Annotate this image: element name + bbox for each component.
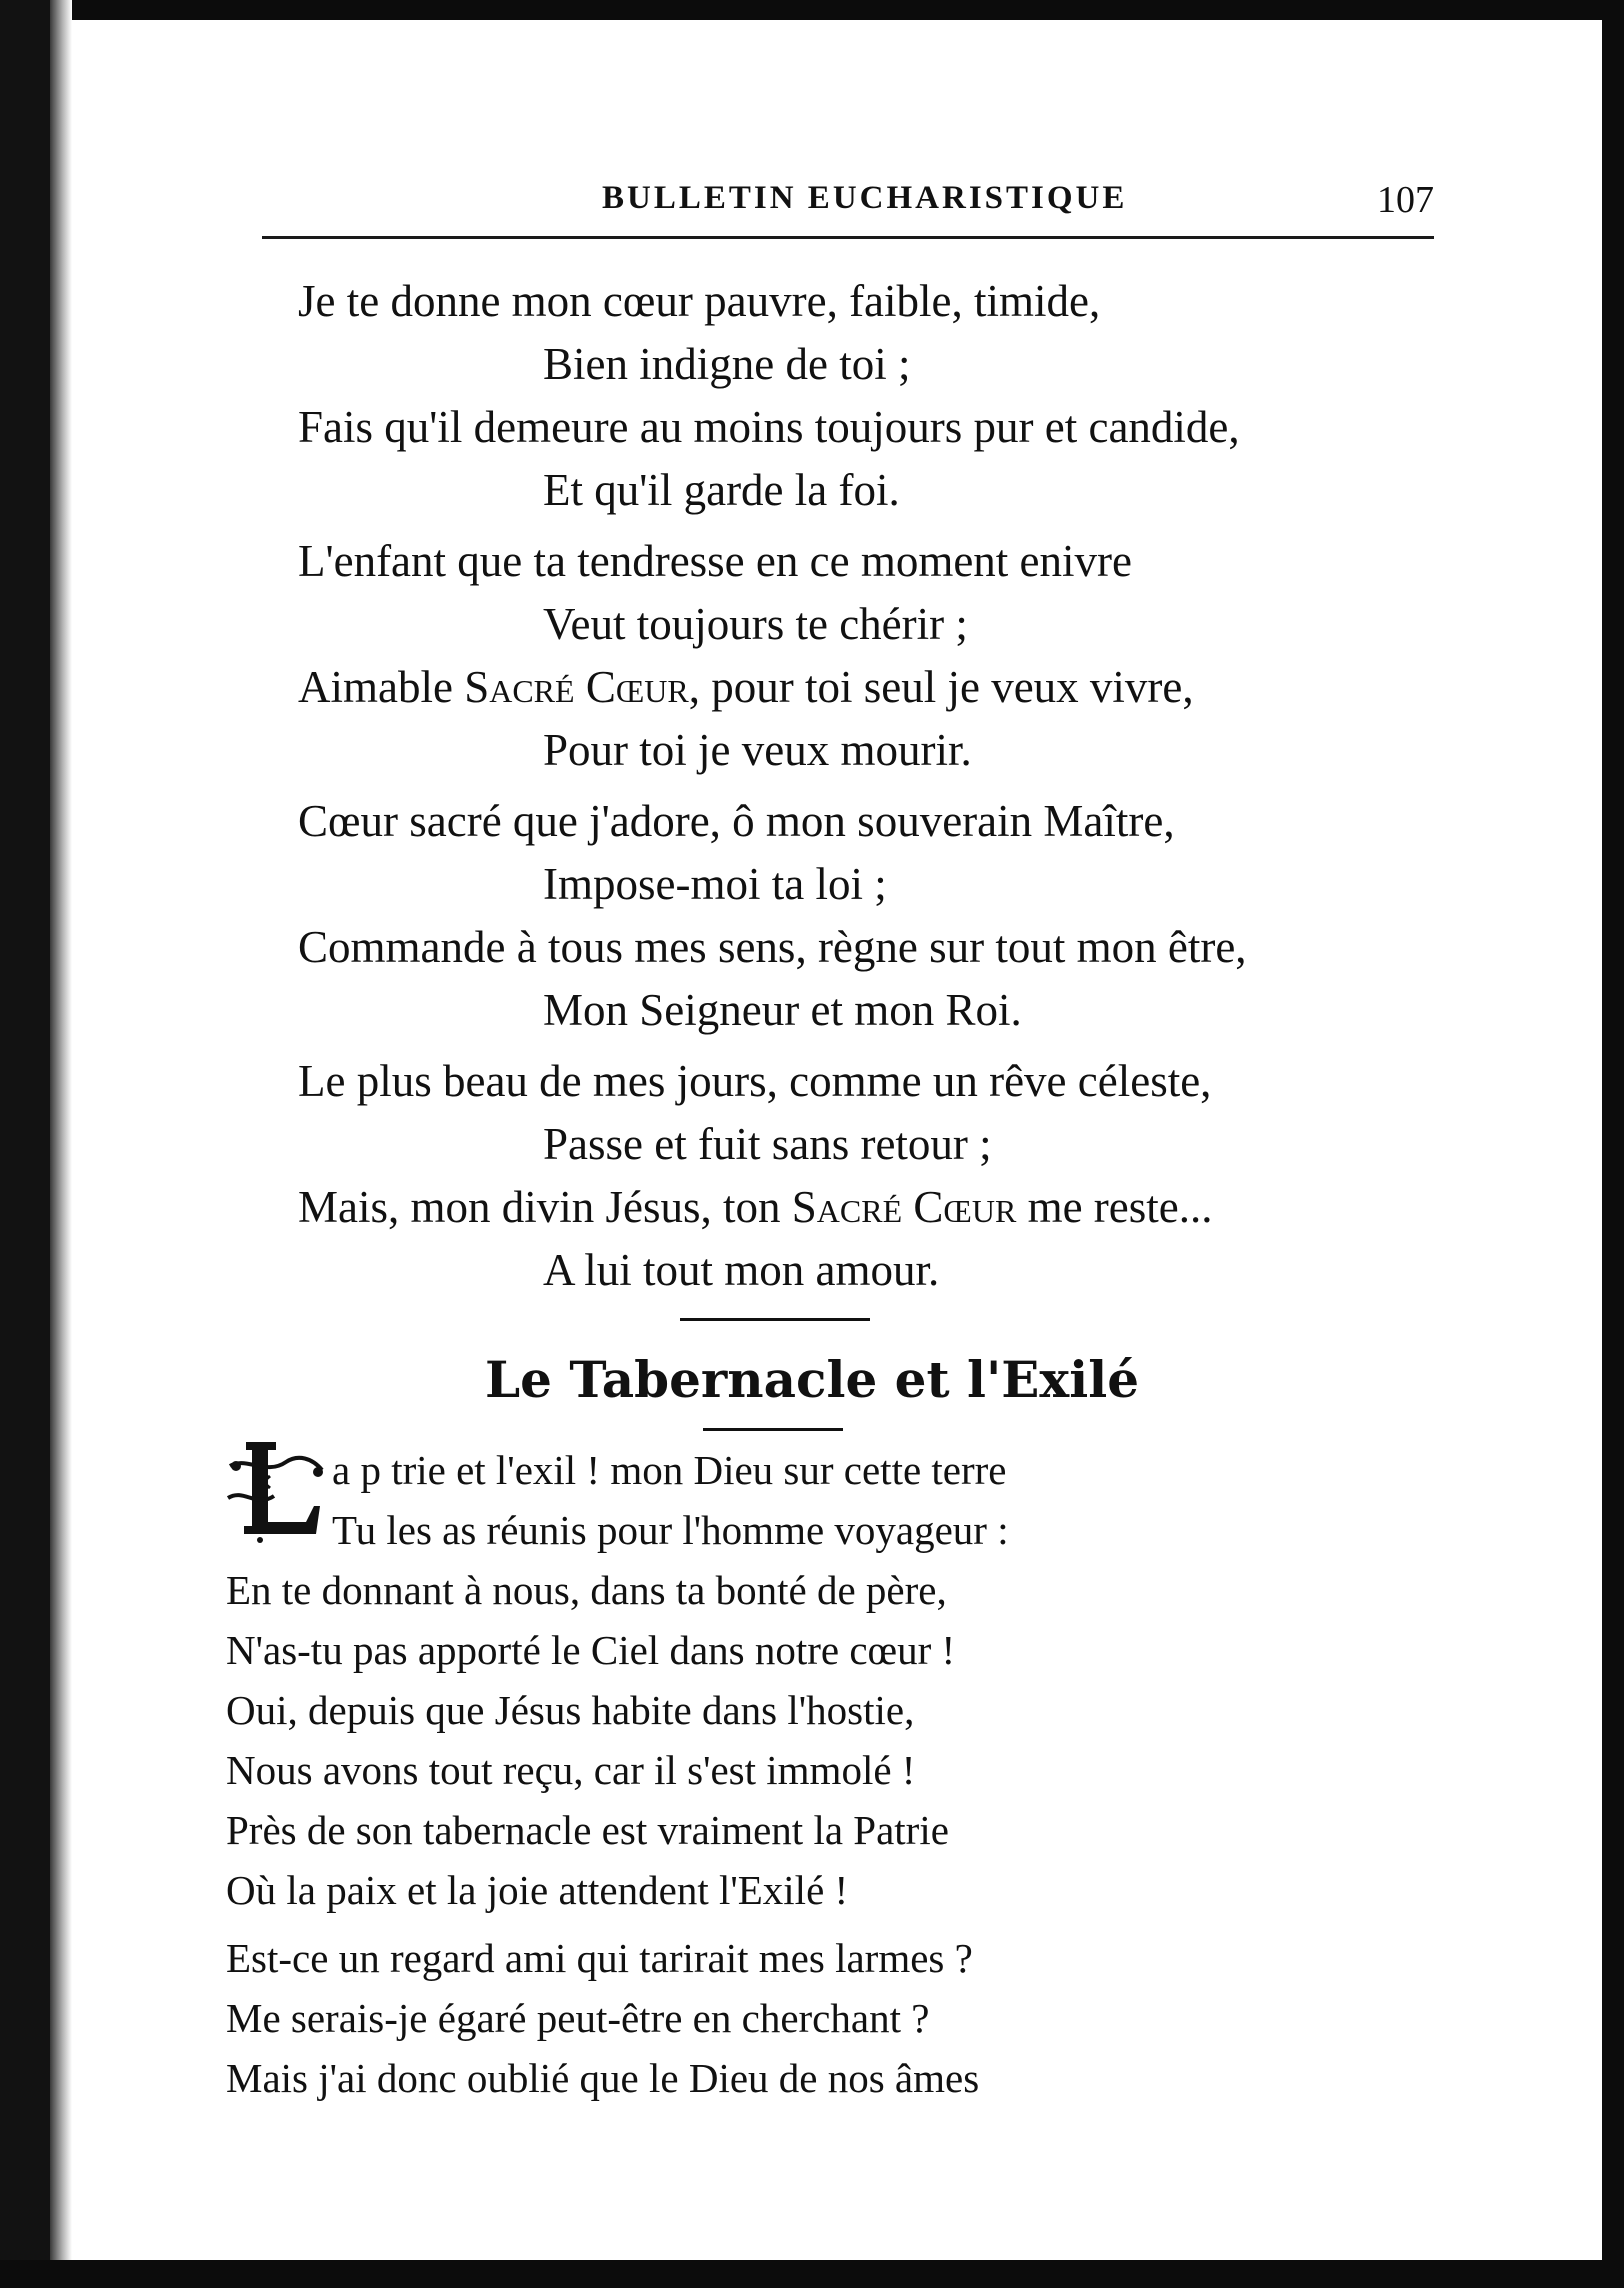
stanza-gap: [298, 522, 1438, 530]
verse-line: Fais qu'il demeure au moins toujours pur et candide,: [298, 402, 1240, 452]
verse-line: Tu les as réunis pour l'homme voyageur :: [332, 1507, 1009, 1553]
scan-edge-bottom: [0, 2260, 1624, 2288]
page-header: [262, 176, 1434, 236]
verse-line: a p trie et l'exil ! mon Dieu sur cette terre: [332, 1447, 1007, 1493]
verse-line: [298, 656, 1438, 719]
verse-line: Près de son tabernacle est vraiment la Patrie: [226, 1807, 949, 1853]
verse-line: Commande à tous mes sens, règne sur tout mon être,: [298, 922, 1247, 972]
verse-line: [298, 1176, 1438, 1239]
verse-line: Et qu'il garde la foi.: [543, 465, 900, 515]
verse-line: N'as-tu pas apporté le Ciel dans notre cœur !: [226, 1627, 956, 1673]
page-number: 107: [1377, 179, 1434, 221]
verse-text: Aimable: [298, 662, 465, 712]
scan-edge-right: [1602, 0, 1624, 2288]
section-divider-bottom: [703, 1428, 843, 1431]
stanza-gap: [226, 1920, 1426, 1928]
section-divider-top: [680, 1318, 870, 1321]
verse-line: En te donnant à nous, dans ta bonté de père,: [226, 1567, 947, 1613]
verse-line: Veut toujours te chérir ;: [543, 599, 968, 649]
section-title: Le Tabernacle et l'Exilé: [484, 1350, 1140, 1409]
verse-line: Impose-moi ta loi ;: [543, 859, 887, 909]
verse-line: Mais j'ai donc oublié que le Dieu de nos âmes: [226, 2055, 980, 2101]
verse-line: Est-ce un regard ami qui tarirait mes larmes ?: [226, 1935, 973, 1981]
header-rule: [262, 236, 1434, 239]
verse-line: Le plus beau de mes jours, comme un rêve céleste,: [298, 1056, 1212, 1106]
small-caps-text: Sacré Cœur: [464, 662, 689, 712]
verse-text: , pour toi seul je veux vivre,: [688, 662, 1194, 712]
verse-line: Nous avons tout reçu, car il s'est immolé !: [226, 1747, 916, 1793]
verse-line: Mon Seigneur et mon Roi.: [543, 985, 1022, 1035]
verse-line: Oui, depuis que Jésus habite dans l'hostie,: [226, 1687, 915, 1733]
scan-edge-left: [0, 0, 50, 2288]
verse-line: Passe et fuit sans retour ;: [543, 1119, 992, 1169]
verse-line: A lui tout mon amour.: [543, 1245, 940, 1295]
verse-line: Où la paix et la joie attendent l'Exilé !: [226, 1867, 849, 1913]
verse-line: Je te donne mon cœur pauvre, faible, timide,: [298, 276, 1101, 326]
poem-sacre-coeur: [298, 270, 1438, 1302]
poem-tabernacle-exile: [226, 1440, 1426, 2108]
small-caps-text: Sacré Cœur: [791, 1182, 1017, 1232]
verse-text: Mais, mon divin Jésus, ton: [298, 1182, 792, 1232]
stanza-gap: [298, 1042, 1438, 1050]
verse-line: Bien indigne de toi ;: [543, 339, 911, 389]
verse-line: Cœur sacré que j'adore, ô mon souverain Maître,: [298, 796, 1175, 846]
running-head: BULLETIN EUCHARISTIQUE: [602, 180, 1128, 216]
verse-line: Pour toi je veux mourir.: [543, 725, 972, 775]
scan-edge-top: [0, 0, 1624, 20]
stanza-gap: [298, 782, 1438, 790]
verse-line: L'enfant que ta tendresse en ce moment enivre: [298, 536, 1132, 586]
verse-text: me reste...: [1016, 1182, 1213, 1232]
verse-line: Me serais-je égaré peut-être en cherchant ?: [226, 1995, 930, 2041]
page-gutter-shadow: [50, 0, 72, 2288]
